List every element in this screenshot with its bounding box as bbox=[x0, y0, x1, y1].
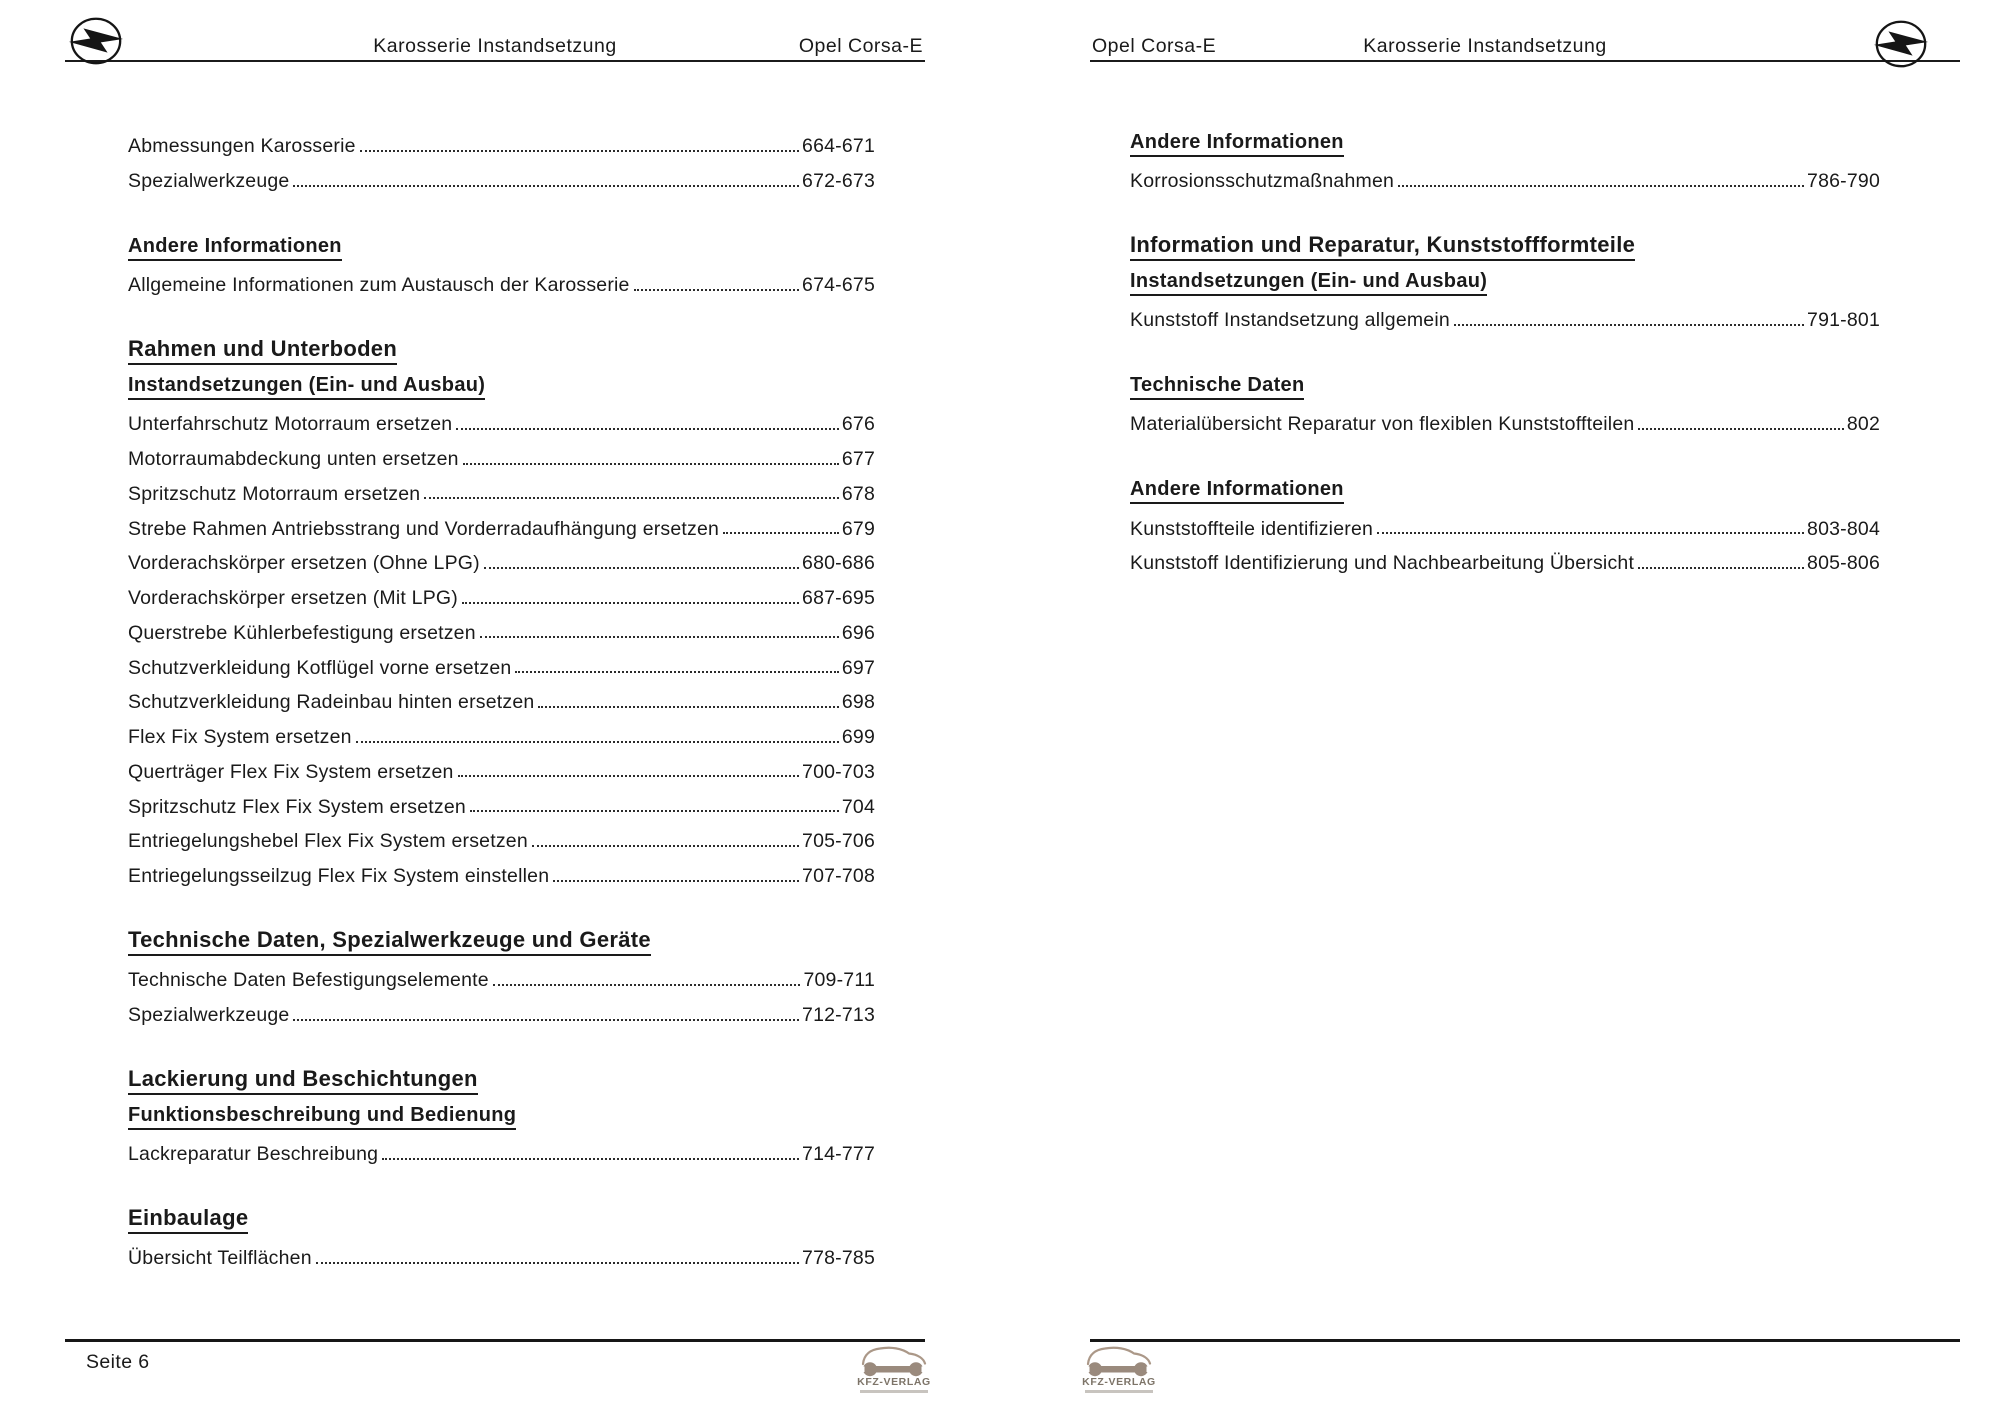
header-title: Karosserie Instandsetzung bbox=[1363, 35, 1607, 57]
toc-right bbox=[1130, 122, 1880, 574]
toc-entry-label: Schutzverkleidung Radeinbau hinten ersetzen bbox=[128, 691, 535, 714]
toc-entry-pages: 700-703 bbox=[802, 760, 875, 783]
toc-section bbox=[128, 921, 875, 1025]
car-wrench-icon bbox=[1082, 1345, 1156, 1379]
page-right bbox=[1082, 12, 1960, 1404]
toc-section bbox=[1130, 226, 1880, 330]
toc-entry-pages: 709-711 bbox=[803, 969, 875, 992]
page-left-footer bbox=[65, 1339, 931, 1406]
toc-entry-pages: 778-785 bbox=[802, 1247, 875, 1270]
toc-entry-label: Unterfahrschutz Motorraum ersetzen bbox=[128, 413, 453, 436]
toc-entry-pages: 805-806 bbox=[1807, 552, 1880, 575]
toc-entry-label: Strebe Rahmen Antriebsstrang und Vorderradaufhängung ersetzen bbox=[128, 517, 720, 540]
dot-leader bbox=[634, 289, 799, 291]
toc-entry-label: Querstrebe Kühlerbefestigung ersetzen bbox=[128, 621, 476, 644]
dot-leader bbox=[1377, 532, 1804, 534]
toc-entry bbox=[128, 435, 875, 470]
toc-entry-pages: 803-804 bbox=[1807, 517, 1880, 540]
kfz-verlag-logo bbox=[857, 1345, 931, 1393]
toc-entry-pages: 697 bbox=[841, 656, 875, 679]
toc-entry-pages: 678 bbox=[841, 482, 875, 505]
toc-entry bbox=[1130, 296, 1880, 331]
toc-entry-pages: 696 bbox=[841, 621, 875, 644]
section-heading: Information und Reparatur, Kunststoffformteile bbox=[1130, 226, 1880, 261]
section-heading: Einbaulage bbox=[128, 1199, 875, 1234]
toc-entry bbox=[128, 991, 875, 1026]
toc-entry-pages: 687-695 bbox=[802, 587, 875, 610]
toc-entry-label: Querträger Flex Fix System ersetzen bbox=[128, 760, 454, 783]
dot-leader bbox=[484, 567, 799, 569]
page-right-footer bbox=[1082, 1339, 1960, 1406]
dot-leader bbox=[458, 775, 799, 777]
toc-entry-pages: 712-713 bbox=[802, 1004, 875, 1027]
toc-entry-pages: 704 bbox=[841, 795, 875, 818]
dot-leader bbox=[356, 741, 839, 743]
toc-entry-label: Kunststoff Instandsetzung allgemein bbox=[1130, 309, 1450, 332]
section-heading: Technische Daten, Spezialwerkzeuge und Geräte bbox=[128, 921, 875, 956]
toc-entry-label: Abmessungen Karosserie bbox=[128, 135, 356, 158]
page-left-header bbox=[65, 12, 925, 62]
toc-entry-label: Entriegelungshebel Flex Fix System ersetzen bbox=[128, 830, 528, 853]
section-heading: Rahmen und Unterboden bbox=[128, 331, 875, 366]
toc-entry-pages: 672-673 bbox=[802, 170, 875, 193]
toc-left bbox=[128, 122, 875, 1269]
toc-entry-pages: 786-790 bbox=[1807, 170, 1880, 193]
dot-leader bbox=[462, 602, 799, 604]
toc-entry-pages: 705-706 bbox=[802, 830, 875, 853]
toc-entry-label: Korrosionsschutzmaßnahmen bbox=[1130, 170, 1395, 193]
dot-leader bbox=[470, 810, 839, 812]
toc-entry bbox=[128, 609, 875, 644]
opel-blitz-logo-icon bbox=[1872, 17, 1930, 69]
toc-entry bbox=[128, 817, 875, 852]
toc-entry-label: Materialübersicht Reparatur von flexiblen Kunststoffteilen bbox=[1130, 413, 1635, 436]
toc-entry bbox=[128, 1234, 875, 1269]
toc-section bbox=[128, 226, 875, 296]
dot-leader bbox=[538, 706, 838, 708]
toc-section bbox=[128, 122, 875, 192]
toc-entry-label: Spritzschutz Motorraum ersetzen bbox=[128, 482, 421, 505]
toc-entry-label: Spezialwerkzeuge bbox=[128, 170, 290, 193]
section-heading: Lackierung und Beschichtungen bbox=[128, 1060, 875, 1095]
kfz-verlag-logo bbox=[1082, 1345, 1156, 1393]
dot-leader bbox=[293, 185, 799, 187]
toc-section bbox=[128, 331, 875, 887]
toc-entry bbox=[128, 1130, 875, 1165]
publisher-name: KFZ-VERLAG bbox=[857, 1376, 931, 1388]
toc-entry-label: Allgemeine Informationen zum Austausch der Karosserie bbox=[128, 274, 630, 297]
toc-entry-label: Kunststoffteile identifizieren bbox=[1130, 517, 1374, 540]
car-wrench-icon bbox=[857, 1345, 931, 1379]
toc-entry-label: Schutzverkleidung Kotflügel vorne ersetzen bbox=[128, 656, 512, 679]
section-heading: Andere Informationen bbox=[1130, 470, 1880, 505]
toc-entry bbox=[128, 782, 875, 817]
dot-leader bbox=[1454, 324, 1804, 326]
dot-leader bbox=[382, 1158, 799, 1160]
dot-leader bbox=[456, 428, 839, 430]
toc-entry bbox=[128, 956, 875, 991]
toc-entry bbox=[1130, 504, 1880, 539]
section-heading: Andere Informationen bbox=[1130, 122, 1880, 157]
dot-leader bbox=[480, 636, 839, 638]
toc-entry bbox=[1130, 400, 1880, 435]
toc-entry bbox=[1130, 157, 1880, 192]
dot-leader bbox=[1638, 428, 1843, 430]
toc-entry-label: Kunststoff Identifizierung und Nachbearbeitung Übersicht bbox=[1130, 552, 1635, 575]
publisher-tagline bbox=[860, 1390, 928, 1393]
toc-entry-pages: 699 bbox=[841, 726, 875, 749]
section-subheading: Instandsetzungen (Ein- und Ausbau) bbox=[1130, 261, 1880, 296]
toc-section bbox=[128, 1199, 875, 1269]
toc-section bbox=[128, 1060, 875, 1164]
toc-entry bbox=[128, 261, 875, 296]
dot-leader bbox=[293, 1019, 799, 1021]
toc-entry-label: Flex Fix System ersetzen bbox=[128, 726, 352, 749]
header-model: Opel Corsa-E bbox=[798, 35, 923, 57]
header-model: Opel Corsa-E bbox=[1092, 35, 1217, 57]
toc-entry-label: Lackreparatur Beschreibung bbox=[128, 1143, 379, 1166]
toc-entry bbox=[128, 852, 875, 887]
toc-entry bbox=[128, 504, 875, 539]
dot-leader bbox=[532, 845, 799, 847]
toc-entry-pages: 791-801 bbox=[1807, 309, 1880, 332]
toc-entry bbox=[128, 122, 875, 157]
page-number: Seite 6 bbox=[86, 1351, 150, 1373]
toc-entry-label: Vorderachskörper ersetzen (Mit LPG) bbox=[128, 587, 458, 610]
toc-entry-label: Motorraumabdeckung unten ersetzen bbox=[128, 448, 459, 471]
toc-entry-label: Spezialwerkzeuge bbox=[128, 1004, 290, 1027]
toc-entry-pages: 802 bbox=[1846, 413, 1880, 436]
toc-entry bbox=[128, 643, 875, 678]
page-left bbox=[65, 12, 931, 1404]
toc-entry bbox=[128, 574, 875, 609]
toc-entry-label: Vorderachskörper ersetzen (Ohne LPG) bbox=[128, 552, 480, 575]
toc-entry bbox=[128, 539, 875, 574]
dot-leader bbox=[360, 150, 799, 152]
toc-entry-label: Technische Daten Befestigungselemente bbox=[128, 969, 489, 992]
toc-entry-label: Entriegelungsseilzug Flex Fix System einstellen bbox=[128, 865, 550, 888]
dot-leader bbox=[515, 671, 838, 673]
toc-entry bbox=[128, 157, 875, 192]
toc-entry-pages: 714-777 bbox=[802, 1143, 875, 1166]
toc-entry bbox=[128, 748, 875, 783]
dot-leader bbox=[723, 532, 839, 534]
dot-leader bbox=[553, 880, 799, 882]
toc-entry-pages: 698 bbox=[841, 691, 875, 714]
toc-section bbox=[1130, 470, 1880, 574]
toc-entry bbox=[128, 678, 875, 713]
dot-leader bbox=[493, 984, 801, 986]
toc-entry-pages: 676 bbox=[841, 413, 875, 436]
publisher-name: KFZ-VERLAG bbox=[1082, 1376, 1156, 1388]
toc-entry bbox=[128, 470, 875, 505]
toc-entry-label: Spritzschutz Flex Fix System ersetzen bbox=[128, 795, 466, 818]
section-subheading: Instandsetzungen (Ein- und Ausbau) bbox=[128, 365, 875, 400]
dot-leader bbox=[316, 1262, 799, 1264]
toc-entry bbox=[1130, 539, 1880, 574]
toc-entry bbox=[128, 713, 875, 748]
page-right-header bbox=[1090, 12, 1960, 62]
dot-leader bbox=[424, 497, 839, 499]
toc-entry-pages: 674-675 bbox=[802, 274, 875, 297]
header-title: Karosserie Instandsetzung bbox=[373, 35, 617, 57]
toc-section bbox=[1130, 365, 1880, 435]
toc-entry-pages: 680-686 bbox=[802, 552, 875, 575]
toc-entry-label: Übersicht Teilflächen bbox=[128, 1247, 312, 1270]
section-subheading: Funktionsbeschreibung und Bedienung bbox=[128, 1095, 875, 1130]
toc-entry bbox=[128, 400, 875, 435]
toc-entry-pages: 664-671 bbox=[802, 135, 875, 158]
section-heading: Technische Daten bbox=[1130, 365, 1880, 400]
toc-entry-pages: 707-708 bbox=[802, 865, 875, 888]
section-heading: Andere Informationen bbox=[128, 226, 875, 261]
dot-leader bbox=[1638, 567, 1804, 569]
toc-entry-pages: 677 bbox=[841, 448, 875, 471]
dot-leader bbox=[1398, 185, 1804, 187]
publisher-tagline bbox=[1085, 1390, 1153, 1393]
toc-section bbox=[1130, 122, 1880, 192]
dot-leader bbox=[463, 463, 839, 465]
toc-entry-pages: 679 bbox=[841, 517, 875, 540]
